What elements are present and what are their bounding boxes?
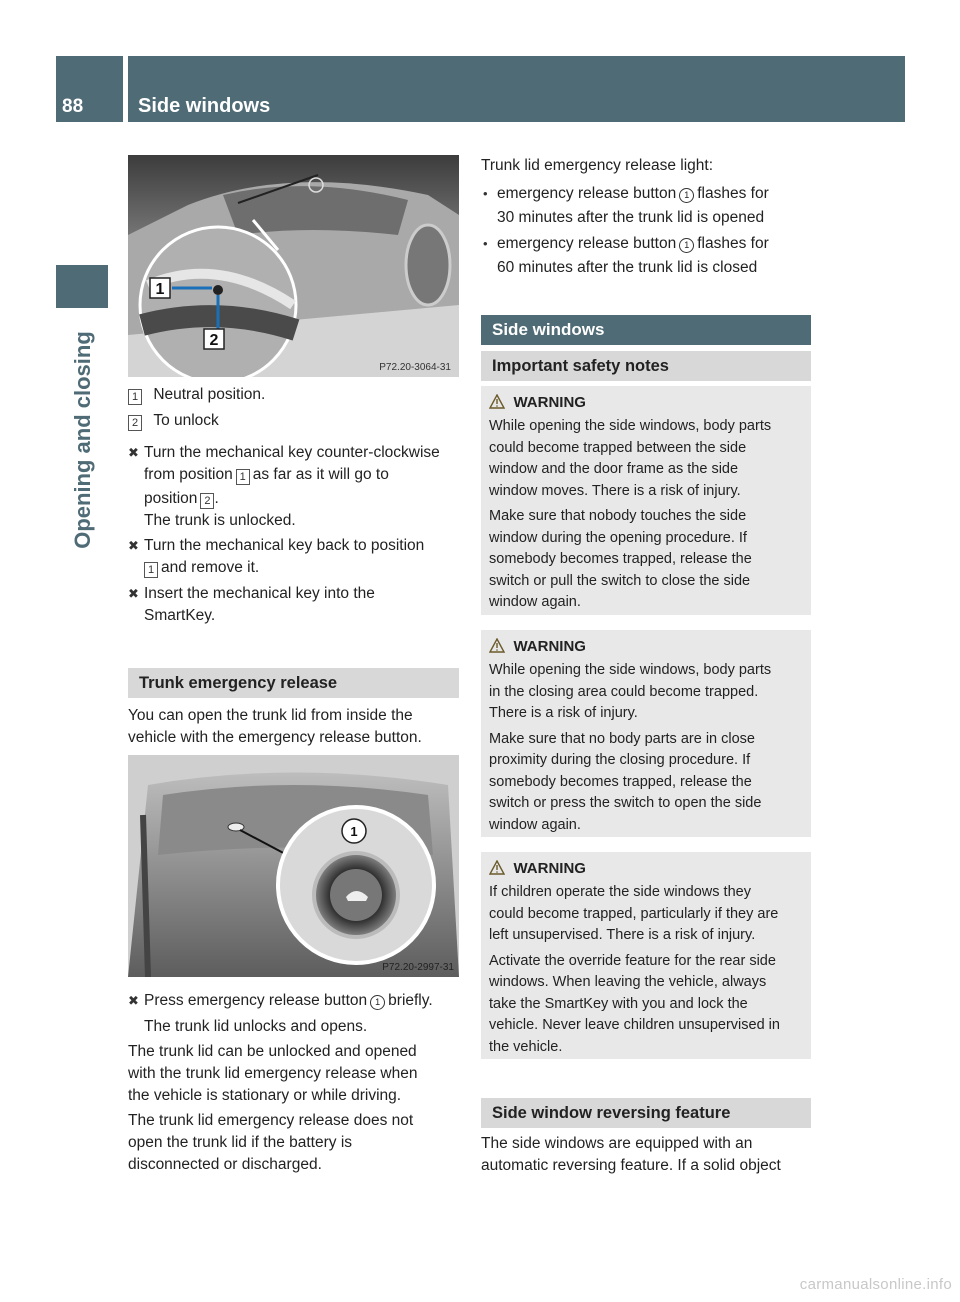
press-line-1 bbox=[144, 990, 468, 1012]
step-insert-key bbox=[128, 583, 468, 627]
warning-triangle-icon bbox=[489, 638, 505, 653]
figure2-code: P72.20-2997-31 bbox=[382, 962, 454, 973]
trunk-lock-illustration bbox=[128, 155, 459, 377]
light-bullet-2 bbox=[481, 233, 811, 279]
step-arrow-icon: ✖ bbox=[128, 993, 139, 1008]
light-b1-text-a: emergency release button bbox=[497, 185, 677, 202]
warning-title-row bbox=[489, 634, 803, 660]
figure-emergency-button bbox=[128, 755, 459, 977]
w2p2-l4: switch or press the switch to open the side bbox=[489, 795, 762, 811]
trunk-intro bbox=[128, 705, 459, 749]
emergency-button-illustration bbox=[128, 755, 459, 977]
para1-line-3: the vehicle is stationary or while driving. bbox=[128, 1087, 402, 1104]
page-number-box bbox=[56, 56, 123, 122]
w2p1-l3: There is a risk of injury. bbox=[489, 705, 638, 721]
figure2-callout-1: 1 bbox=[350, 824, 358, 839]
step1-text-c: as far as it will go to bbox=[252, 466, 389, 483]
warning-title: WARNING bbox=[513, 638, 586, 655]
step-arrow-icon: ✖ bbox=[128, 538, 139, 553]
para-battery bbox=[128, 1110, 459, 1176]
light-b1-line-1 bbox=[497, 183, 811, 205]
light-b1-num: 1 bbox=[679, 188, 694, 203]
w1p2-l1: Make sure that nobody touches the side bbox=[489, 508, 747, 524]
warning-title: WARNING bbox=[513, 860, 586, 877]
legend-text-1: Neutral position. bbox=[153, 386, 266, 403]
page-number: 88 bbox=[62, 96, 84, 117]
step1-text-b: from position bbox=[144, 466, 233, 483]
w1p1-l1: While opening the side windows, body parts bbox=[489, 418, 772, 434]
step-press-button bbox=[128, 990, 468, 1038]
step3-line-1: Insert the mechanical key into the bbox=[144, 585, 375, 602]
warning-triangle-icon bbox=[489, 394, 505, 409]
reversing-line-2: automatic reversing feature. If a solid object bbox=[481, 1157, 781, 1174]
figure1-callout-2: 2 bbox=[209, 332, 219, 349]
w1p2-l3: somebody becomes trapped, release the bbox=[489, 551, 752, 567]
press-text-b: briefly. bbox=[388, 992, 433, 1009]
legend-num-2: 2 bbox=[128, 415, 142, 431]
light-b2-text-a: emergency release button bbox=[497, 235, 677, 252]
step2-line-1: Turn the mechanical key back to position bbox=[144, 537, 425, 554]
w3p2-l2: windows. When leaving the vehicle, always bbox=[489, 974, 767, 990]
trunk-emergency-heading: Trunk emergency release bbox=[128, 668, 459, 698]
warning1-para2 bbox=[489, 506, 803, 614]
para2-line-1: The trunk lid emergency release does not bbox=[128, 1112, 414, 1129]
w1p2-l4: switch or pull the switch to close the side bbox=[489, 572, 751, 589]
w2p2-l5: window again. bbox=[489, 816, 581, 833]
step1-num-b: 2 bbox=[200, 493, 214, 509]
w2p1-l2: in the closing area could become trapped. bbox=[489, 683, 759, 700]
watermark: carmanualsonline.info bbox=[799, 1276, 952, 1293]
press-text-a: Press emergency release button bbox=[144, 992, 368, 1009]
para1-line-1: The trunk lid can be unlocked and opened bbox=[128, 1043, 417, 1060]
step1-line-1: Turn the mechanical key counter-clockwise bbox=[144, 444, 440, 461]
bullet-dot: • bbox=[483, 236, 488, 251]
bullet-dot: • bbox=[483, 186, 488, 201]
w1p1-l3: window and the door frame as the side bbox=[489, 461, 739, 477]
para2-line-2: open the trunk lid if the battery is bbox=[128, 1134, 353, 1151]
w1p1-l4: window moves. There is a risk of injury. bbox=[489, 482, 741, 499]
step-turn-key bbox=[128, 442, 468, 532]
step1-text-d: position bbox=[144, 490, 198, 507]
warning-box-2 bbox=[481, 630, 811, 837]
step1-result: The trunk is unlocked. bbox=[144, 512, 296, 529]
warning-box-1 bbox=[481, 386, 811, 615]
side-chapter-label-wrap bbox=[58, 320, 108, 560]
legend-num-1: 1 bbox=[128, 389, 142, 405]
para2-line-3: disconnected or discharged. bbox=[128, 1156, 322, 1173]
w3p2-l4: vehicle. Never leave children unsupervised in bbox=[489, 1017, 780, 1033]
w3p2-l3: take the SmartKey with you and lock the bbox=[489, 995, 748, 1012]
legend-item-2 bbox=[128, 410, 459, 432]
press-result: The trunk lid unlocks and opens. bbox=[144, 1018, 368, 1035]
step1-line-2 bbox=[144, 464, 468, 486]
warning2-para1 bbox=[489, 660, 803, 725]
figure1-callout-1: 1 bbox=[155, 281, 165, 298]
w3p1-l1: If children operate the side windows they bbox=[489, 884, 751, 900]
warning-box-3 bbox=[481, 852, 811, 1059]
step1-text-e: . bbox=[214, 490, 219, 507]
reversing-feature-heading: Side window reversing feature bbox=[481, 1098, 811, 1128]
warning-title: WARNING bbox=[513, 394, 586, 411]
warning2-para2 bbox=[489, 729, 803, 837]
w2p2-l1: Make sure that no body parts are in close bbox=[489, 730, 755, 747]
figure1-code: P72.20-3064-31 bbox=[379, 362, 451, 373]
w3p2-l5: the vehicle. bbox=[489, 1038, 563, 1055]
step-arrow-icon: ✖ bbox=[128, 586, 139, 601]
w3p1-l3: left unsupervised. There is a risk of injury. bbox=[489, 927, 756, 943]
press-num: 1 bbox=[370, 995, 385, 1010]
step2-num: 1 bbox=[144, 562, 158, 578]
w2p1-l1: While opening the side windows, body parts bbox=[489, 662, 772, 678]
light-b2-text-b: flashes for bbox=[697, 235, 769, 252]
light-b1-line-2: 30 minutes after the trunk lid is opened bbox=[497, 209, 765, 226]
para-unlock-conditions bbox=[128, 1041, 459, 1107]
reversing-line-1: The side windows are equipped with an bbox=[481, 1135, 753, 1152]
step-turn-back bbox=[128, 535, 468, 579]
warning1-para1 bbox=[489, 416, 803, 502]
step1-line-3 bbox=[144, 488, 468, 510]
warning-triangle-icon bbox=[489, 860, 505, 875]
w2p2-l2: proximity during the closing procedure. If bbox=[489, 752, 751, 768]
w3p2-l1: Activate the override feature for the rear side bbox=[489, 952, 776, 969]
warning-title-row bbox=[489, 856, 803, 882]
light-b2-num: 1 bbox=[679, 238, 694, 253]
warning3-para1 bbox=[489, 882, 803, 947]
trunk-intro-line-2: vehicle with the emergency release button. bbox=[128, 729, 422, 746]
section-title: Side windows bbox=[138, 95, 271, 117]
safety-notes-heading: Important safety notes bbox=[481, 351, 811, 381]
light-title: Trunk lid emergency release light: bbox=[481, 157, 714, 174]
step2-line-2 bbox=[144, 557, 468, 579]
warning3-para2 bbox=[489, 951, 803, 1059]
step2-text-b: and remove it. bbox=[161, 559, 260, 576]
legend-item-1 bbox=[128, 384, 459, 406]
side-windows-heading: Side windows bbox=[481, 315, 811, 345]
side-tab-marker bbox=[56, 265, 108, 308]
footer bbox=[0, 1270, 960, 1302]
step3-line-2: SmartKey. bbox=[144, 607, 216, 624]
w2p2-l3: somebody becomes trapped, release the bbox=[489, 773, 752, 790]
w3p1-l2: could become trapped, particularly if they are bbox=[489, 905, 779, 922]
light-bullet-1 bbox=[481, 183, 811, 229]
reversing-text bbox=[481, 1133, 811, 1177]
light-b2-line-1 bbox=[497, 233, 811, 255]
legend-text-2: To unlock bbox=[153, 412, 219, 429]
figure-trunk-lock bbox=[128, 155, 459, 377]
step1-num-a: 1 bbox=[236, 469, 250, 485]
light-b2-line-2: 60 minutes after the trunk lid is closed bbox=[497, 259, 758, 276]
warning-title-row bbox=[489, 390, 803, 416]
step-arrow-icon: ✖ bbox=[128, 445, 139, 460]
w1p2-l5: window again. bbox=[489, 594, 581, 610]
trunk-intro-line-1: You can open the trunk lid from inside the bbox=[128, 707, 413, 724]
light-b1-text-b: flashes for bbox=[697, 185, 769, 202]
w1p1-l2: could become trapped between the side bbox=[489, 439, 747, 456]
w1p2-l2: window during the opening procedure. If bbox=[489, 529, 747, 546]
para1-line-2: with the trunk lid emergency release when bbox=[128, 1065, 418, 1082]
section-title-bar bbox=[128, 56, 905, 122]
side-chapter-label: Opening and closing bbox=[70, 331, 95, 549]
